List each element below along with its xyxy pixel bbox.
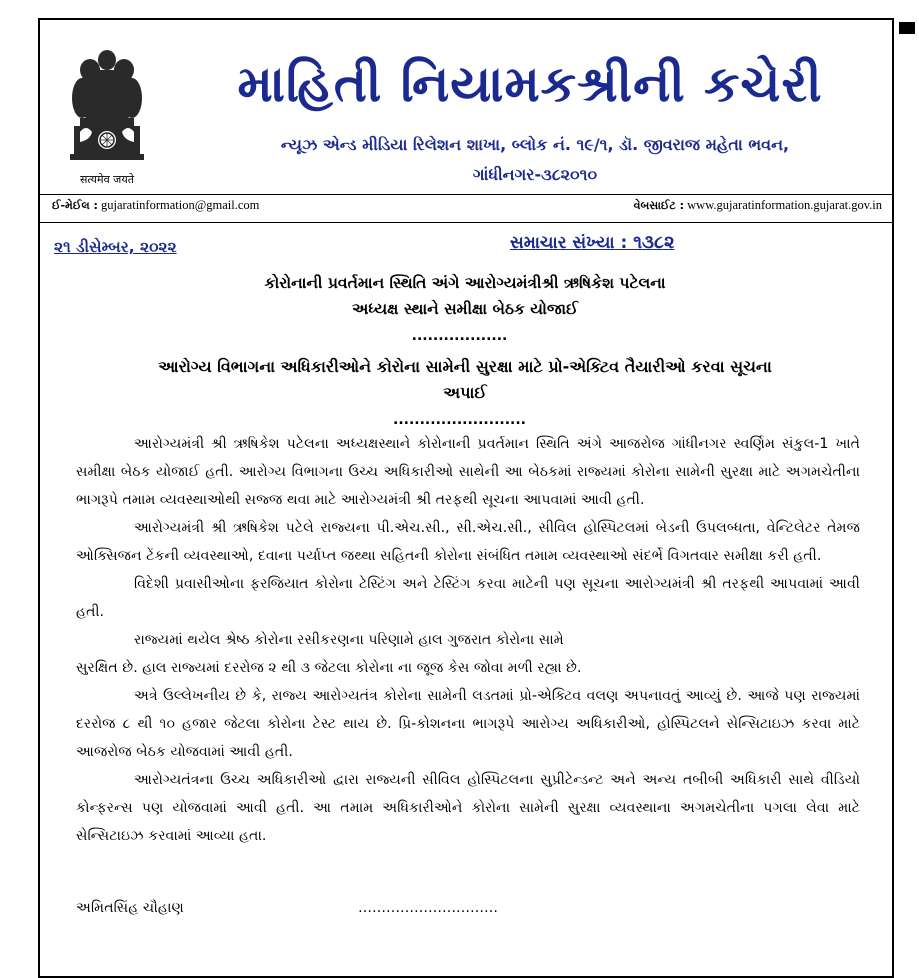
website-block [634,198,882,213]
sub-headline-line-2: અપાઈ [443,383,487,402]
sub-headline-line-1: આરોગ્ય વિભાગના અધિકારીઓને કોરોના સામેની સુરક્ષા માટે પ્રો-એક્ટિવ તૈયારીઓ કરવા સૂચના [158,357,772,376]
paragraph-6: આરોગ્યતંત્રના ઉચ્ચ અધિકારીઓ દ્વારા રાજ્યની સીવિલ હોસ્પિટલના સુપ્રીટેન્ડન્ટ અને અન્ય તબીબી અધિકારી સાથે વીડિયો કોન્ફરન્સ પણ યોજવામાં આવી હતી. આ તમામ અધિકારીઓને કોરોના સામેની સુરક્ષા વ્યવસ્થાના અગમચેતીના પગલા લેવા માટે સેન્સિટાઇઝ કરવામાં આવ્યા હતા. [76,772,860,844]
paragraph-1: આરોગ્યમંત્રી શ્રી ઋષિકેશ પટેલના અધ્યક્ષસ્થાને કોરોનાની પ્રવર્તમાન સ્થિતિ અંગે આજરોજ ગાંધીનગર સ્વર્ણિમ સંકુલ-1 ખાતે સમીક્ષા બેઠક યોજાઈ હતી. આરોગ્ય વિભાગના ઉચ્ચ અધિકારીઓ સાથેની આ બેઠકમાં રાજ્યમાં કોરોના સામેની સુરક્ષા માટે અગમચેતીના ભાગરૂપે તમામ વ્યવસ્થાઓથી સજ્જ થવા માટે આરોગ્યમંત્રી શ્રી તરફથી સૂચના આપવામાં આવી હતી. [76,436,860,508]
paragraph-4b: સુરક્ષિત છે. હાલ રાજ્યમાં દરરોજ ૨ થી ૩ જેટલા કોરોના ના જૂજ કેસ જોવા મળી રહ્યા છે. [76,660,582,676]
address-line-1: ન્યૂઝ એન્ડ મીડિયા રિલેશન શાખા, બ્લોક નં. ૧૯/૧, ડૉ. જીવરાજ મહેતા ભવન, [280,135,790,154]
corner-mark [899,22,915,34]
article-body [76,430,860,850]
office-address [180,130,890,190]
news-number-value: ૧૩૮૨ [633,232,675,253]
contact-bottom-rule [40,222,892,223]
contact-bar [52,198,882,213]
sub-headline [60,354,870,406]
headline-separator-2: ......................... [393,412,526,428]
email-block [52,198,259,213]
email-label: ઈ-મેઈલ : [52,199,98,212]
email-link[interactable]: gujaratinformation@gmail.com [101,198,260,212]
paragraph-4a: રાજ્યમાં થયેલ શ્રેષ્ઠ કોરોના રસીકરણના પરિણામે હાલ ગુજરાત કોરોના સામે [134,632,564,648]
national-emblem-icon [52,40,162,190]
headline-separator-1: .................. [411,328,508,344]
signature-dots: ………………………… [358,900,498,916]
website-link[interactable]: www.gujaratinformation.gujarat.gov.in [687,198,882,212]
main-headline [60,270,870,322]
release-date: ૨૧ ડીસેમ્બર, ૨૦૨૨ [54,238,177,256]
main-headline-line-2: અધ્યક્ષ સ્થાને સમીક્ષા બેઠક યોજાઈ [351,300,578,318]
paragraph-3: વિદેશી પ્રવાસીઓના ફરજિયાત કોરોના ટેસ્ટિંગ અને ટેસ્ટિંગ કરવા માટેની પણ સૂચના આરોગ્યમંત્રી શ્રી તરફથી આપવામાં આવી હતી. [76,576,860,620]
news-number-label: સમાચાર સંખ્યા : [510,233,628,253]
paragraph-2: આરોગ્યમંત્રી શ્રી ઋષિકેશ પટેલે રાજ્યના પી.એચ.સી., સી.એચ.સી., સીવિલ હોસ્પિટલમાં બેડની ઉપલબ્ધતા, વેન્ટિલેટર તેમજ ઓક્સિજન ટેંકની વ્યવસ્થાઓ, દવાના પર્યાપ્ત જથ્થા સહિતની કોરોના સંબંધિત તમામ વ્યવસ્થાઓ સંદર્ભે વિગતવાર સમીક્ષા કરી હતી. [76,520,860,564]
contact-top-rule [40,194,892,195]
news-number [510,232,675,253]
emblem-motto: सत्यमेव जयते [79,173,134,186]
office-title: માહિતી નિયામકશ્રીની કચેરી [237,55,823,113]
main-headline-line-1: કોરોનાની પ્રવર્તમાન સ્થિતિ અંગે આરોગ્યમંત્રીશ્રી ઋષિકેશ પટેલના [264,274,666,292]
address-line-2: ગાંધીનગર-૩૮૨૦૧૦ [472,165,598,184]
website-label: વેબસાઈટ : [633,199,685,212]
paragraph-5: અત્રે ઉલ્લેખનીય છે કે, રાજ્ય આરોગ્યતંત્ર કોરોના સામેની લડતમાં પ્રો-એક્ટિવ વલણ અપનાવતું આવ્યું છે. આજે પણ રાજ્યમાં દરરોજ ૮ થી ૧૦ હજાર જેટલા કોરોના ટેસ્ટ થાય છે. પ્રિ-કોશનના ભાગરૂપે આરોગ્ય અધિકારીઓ, હોસ્પિટલને સેન્સિટાઇઝ કરવા માટે આજરોજ બેઠક યોજવામાં આવી હતી. [76,688,860,760]
author-name: અમિતસિંહ ચૌહાણ [76,900,184,916]
